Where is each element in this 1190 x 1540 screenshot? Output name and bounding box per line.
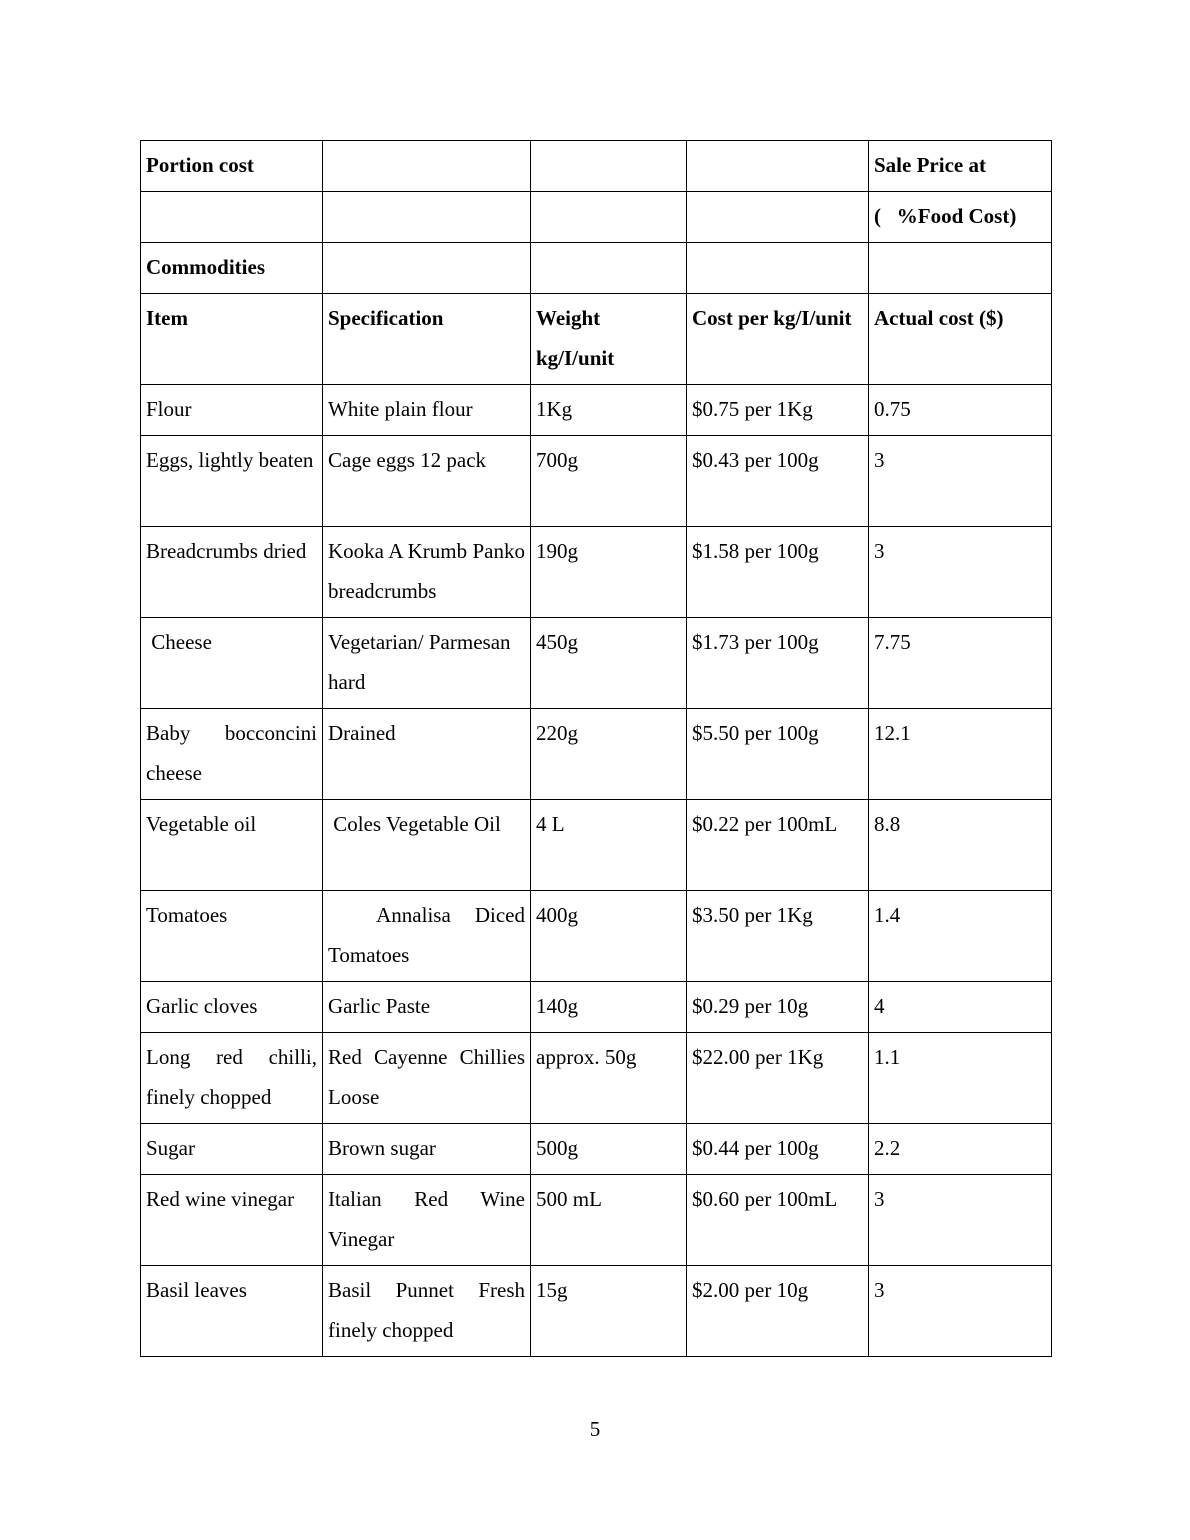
header-cell bbox=[531, 192, 687, 243]
header-cell bbox=[531, 141, 687, 192]
table-cell: 400g bbox=[531, 891, 687, 982]
column-header: Actual cost ($) bbox=[869, 294, 1052, 385]
table-cell: 220g bbox=[531, 709, 687, 800]
table-row bbox=[141, 385, 1052, 436]
table-cell: 2.2 bbox=[869, 1124, 1052, 1175]
table-cell: Garlic Paste bbox=[323, 982, 531, 1033]
header-cell bbox=[687, 141, 869, 192]
table-cell: 140g bbox=[531, 982, 687, 1033]
table-cell: 1.1 bbox=[869, 1033, 1052, 1124]
header-row bbox=[141, 243, 1052, 294]
table-cell: Cheese bbox=[141, 618, 323, 709]
table-cell: 1Kg bbox=[531, 385, 687, 436]
table-cell: $0.29 per 10g bbox=[687, 982, 869, 1033]
table-cell: Italian Red Wine Vinegar bbox=[323, 1175, 531, 1266]
header-cell: Portion cost bbox=[141, 141, 323, 192]
table-cell: 3 bbox=[869, 436, 1052, 527]
table-cell: Basil leaves bbox=[141, 1266, 323, 1357]
table-cell: Tomatoes bbox=[141, 891, 323, 982]
column-header-row bbox=[141, 294, 1052, 385]
table-cell: 3 bbox=[869, 527, 1052, 618]
table-cell: Brown sugar bbox=[323, 1124, 531, 1175]
table-cell: $1.58 per 100g bbox=[687, 527, 869, 618]
table-row bbox=[141, 1175, 1052, 1266]
column-header: Weight kg/I/unit bbox=[531, 294, 687, 385]
column-header: Item bbox=[141, 294, 323, 385]
table-row bbox=[141, 982, 1052, 1033]
table-cell: Garlic cloves bbox=[141, 982, 323, 1033]
table-cell: $1.73 per 100g bbox=[687, 618, 869, 709]
header-cell bbox=[141, 192, 323, 243]
header-cell: Commodities bbox=[141, 243, 323, 294]
table-cell: 8.8 bbox=[869, 800, 1052, 891]
table-row bbox=[141, 436, 1052, 527]
table-cell: 450g bbox=[531, 618, 687, 709]
table-cell: Long red chilli, finely chopped bbox=[141, 1033, 323, 1124]
table-cell: $0.75 per 1Kg bbox=[687, 385, 869, 436]
header-cell: Sale Price at bbox=[869, 141, 1052, 192]
table-cell: 4 bbox=[869, 982, 1052, 1033]
table-row bbox=[141, 1124, 1052, 1175]
table-cell: 190g bbox=[531, 527, 687, 618]
table-cell: Flour bbox=[141, 385, 323, 436]
table-cell: $0.60 per 100mL bbox=[687, 1175, 869, 1266]
table-cell: White plain flour bbox=[323, 385, 531, 436]
table-cell: Baby bocconcini cheese bbox=[141, 709, 323, 800]
table-row bbox=[141, 618, 1052, 709]
header-cell bbox=[323, 243, 531, 294]
column-header: Cost per kg/I/unit bbox=[687, 294, 869, 385]
table-row bbox=[141, 709, 1052, 800]
table-cell: $2.00 per 10g bbox=[687, 1266, 869, 1357]
table-cell: $0.43 per 100g bbox=[687, 436, 869, 527]
header-cell bbox=[687, 243, 869, 294]
header-cell bbox=[323, 141, 531, 192]
table-cell: $5.50 per 100g bbox=[687, 709, 869, 800]
table-cell: Kooka A Krumb Panko breadcrumbs bbox=[323, 527, 531, 618]
table-cell: Vegetable oil bbox=[141, 800, 323, 891]
table-cell: 15g bbox=[531, 1266, 687, 1357]
table-cell: Red Cayenne Chillies Loose bbox=[323, 1033, 531, 1124]
header-cell: ( %Food Cost) bbox=[869, 192, 1052, 243]
table-cell: 500 mL bbox=[531, 1175, 687, 1266]
table-row bbox=[141, 1266, 1052, 1357]
table-cell: 12.1 bbox=[869, 709, 1052, 800]
table-cell: approx. 50g bbox=[531, 1033, 687, 1124]
table-cell: Breadcrumbs dried bbox=[141, 527, 323, 618]
page-number: 5 bbox=[589, 1417, 601, 1441]
table-cell: Sugar bbox=[141, 1124, 323, 1175]
table-cell: $22.00 per 1Kg bbox=[687, 1033, 869, 1124]
header-cell bbox=[531, 243, 687, 294]
table-cell: $0.44 per 100g bbox=[687, 1124, 869, 1175]
header-row bbox=[141, 141, 1052, 192]
table-cell: Coles Vegetable Oil bbox=[323, 800, 531, 891]
table-cell: 500g bbox=[531, 1124, 687, 1175]
table-cell: Drained bbox=[323, 709, 531, 800]
table-row bbox=[141, 891, 1052, 982]
table-row bbox=[141, 800, 1052, 891]
table-cell: 700g bbox=[531, 436, 687, 527]
table-cell: 3 bbox=[869, 1175, 1052, 1266]
table-row bbox=[141, 1033, 1052, 1124]
header-cell bbox=[323, 192, 531, 243]
table-cell: Basil Punnet Fresh finely chopped bbox=[323, 1266, 531, 1357]
table-cell: Eggs, lightly beaten bbox=[141, 436, 323, 527]
table-cell: Vegetarian/ Parmesan hard bbox=[323, 618, 531, 709]
table-cell: 1.4 bbox=[869, 891, 1052, 982]
table-cell: Annalisa Diced Tomatoes bbox=[323, 891, 531, 982]
header-row bbox=[141, 192, 1052, 243]
table-cell: 4 L bbox=[531, 800, 687, 891]
table-cell: Cage eggs 12 pack bbox=[323, 436, 531, 527]
header-cell bbox=[687, 192, 869, 243]
table-cell: 7.75 bbox=[869, 618, 1052, 709]
table-cell: $0.22 per 100mL bbox=[687, 800, 869, 891]
column-header: Specification bbox=[323, 294, 531, 385]
table-cell: $3.50 per 1Kg bbox=[687, 891, 869, 982]
portion-cost-table bbox=[140, 140, 1052, 1357]
header-cell bbox=[869, 243, 1052, 294]
table-cell: 0.75 bbox=[869, 385, 1052, 436]
table-cell: 3 bbox=[869, 1266, 1052, 1357]
table-cell: Red wine vinegar bbox=[141, 1175, 323, 1266]
table-row bbox=[141, 527, 1052, 618]
